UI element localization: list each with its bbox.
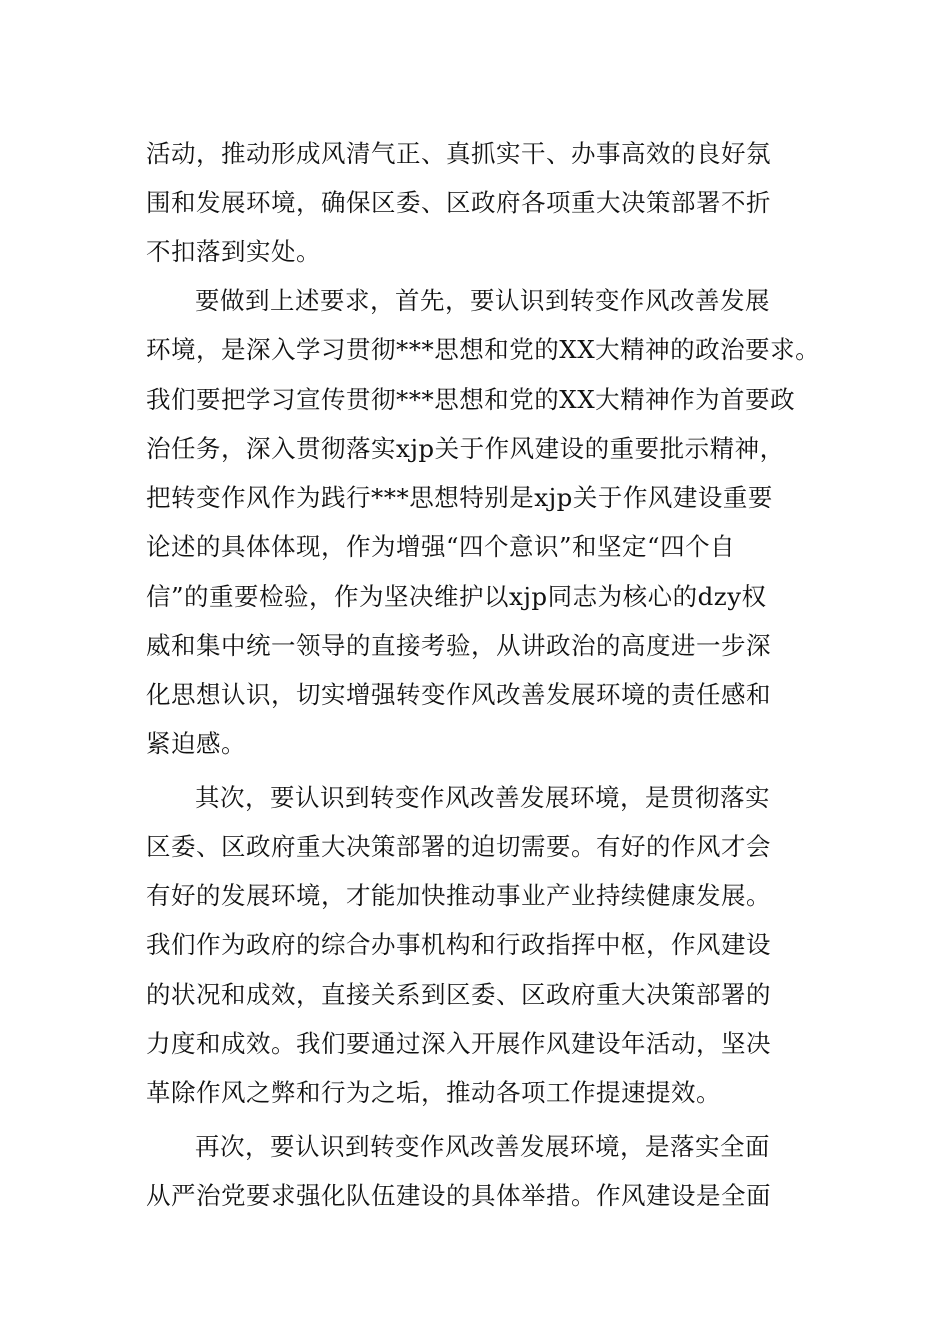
text-line: 把转变作风作为践行***思想特别是xjp关于作风建设重要 <box>146 483 773 512</box>
text-line: 有好的发展环境，才能加快推动事业产业持续健康发展。 <box>146 881 771 910</box>
paragraph-first-line: 其次，要认识到转变作风改善发展环境，是贯彻落实 <box>195 783 770 812</box>
text-line: 活动，推动形成风清气正、真抓实干、办事高效的良好氛 <box>146 139 771 168</box>
text-line: 围和发展环境，确保区委、区政府各项重大决策部署不折 <box>146 188 771 217</box>
text-line: 革除作风之弊和行为之垢，推动各项工作提速提效。 <box>146 1078 721 1107</box>
text-line: 威和集中统一领导的直接考验，从讲政治的高度进一步深 <box>146 631 771 660</box>
text-line: 治任务，深入贯彻落实xjp关于作风建设的重要批示精神， <box>146 434 785 463</box>
text-line: 论述的具体体现，作为增强“四个意识”和坚定“四个自 <box>146 532 736 561</box>
text-line: 从严治党要求强化队伍建设的具体举措。作风建设是全面 <box>146 1181 771 1210</box>
paragraph-first-line: 要做到上述要求，首先，要认识到转变作风改善发展 <box>195 286 770 315</box>
text-line: 的状况和成效，直接关系到区委、区政府重大决策部署的 <box>146 980 771 1009</box>
text-line: 信”的重要检验，作为坚决维护以xjp同志为核心的dzy权 <box>146 582 767 611</box>
text-line: 区委、区政府重大决策部署的迫切需要。有好的作风才会 <box>146 832 771 861</box>
text-line: 力度和成效。我们要通过深入开展作风建设年活动，坚决 <box>146 1029 771 1058</box>
paragraph-first-line: 再次，要认识到转变作风改善发展环境，是落实全面 <box>195 1132 770 1161</box>
text-line: 环境，是深入学习贯彻***思想和党的XX大精神的政治要求。 <box>146 335 821 364</box>
text-line: 紧迫感。 <box>146 729 246 758</box>
text-line: 我们作为政府的综合办事机构和行政指挥中枢，作风建设 <box>146 930 771 959</box>
text-line: 不扣落到实处。 <box>146 237 321 266</box>
text-line: 我们要把学习宣传贯彻***思想和党的XX大精神作为首要政 <box>146 385 796 414</box>
text-line: 化思想认识，切实增强转变作风改善发展环境的责任感和 <box>146 680 771 709</box>
